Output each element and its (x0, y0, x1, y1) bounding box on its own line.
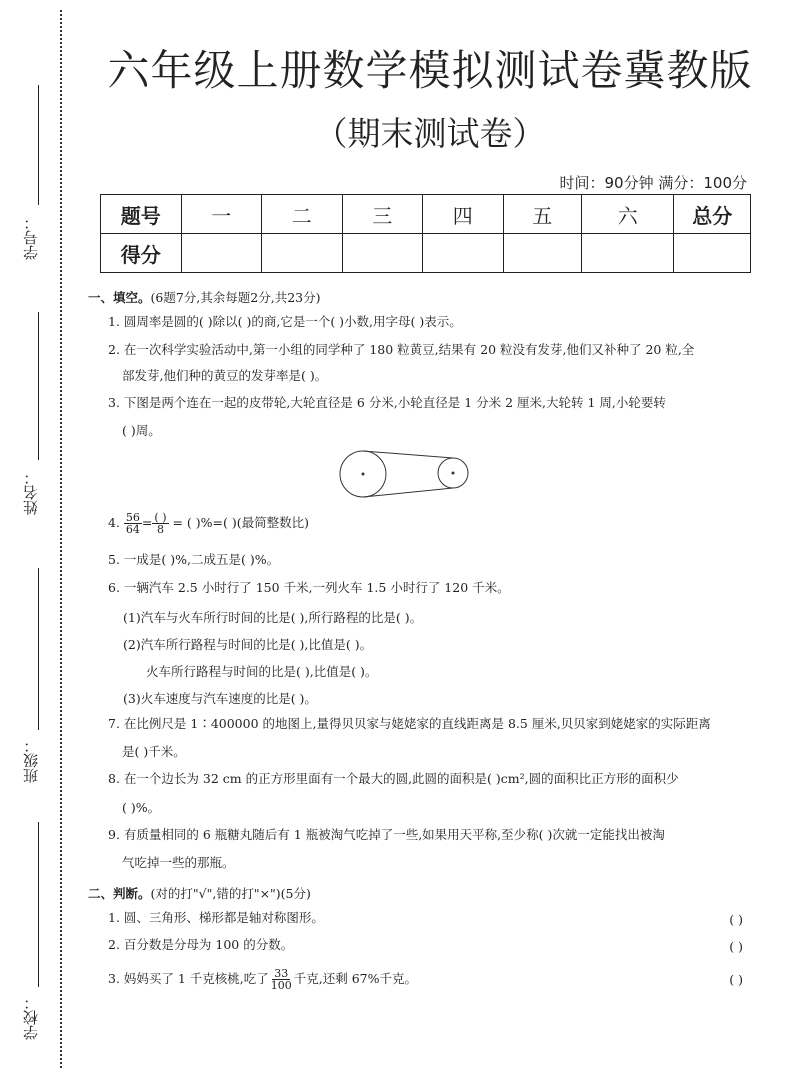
judgement-2: 2. 百分数是分母为 100 的分数。 (108, 937, 294, 952)
question-2-line-1: 2. 在一次科学实验活动中,第一小组的同学种了 180 粒黄豆,结果有 20 粒没有发芽,他们又补种了 20 粒,全 (108, 342, 695, 357)
section-1-title: 一、填空。 (88, 290, 151, 305)
question-9-line-2: 气吃掉一些的那瓶。 (122, 855, 235, 870)
question-8-line-2: ( )%。 (122, 800, 161, 815)
judgement-1-answer-blank[interactable]: ( ) (729, 912, 743, 927)
judgement-3 (108, 968, 417, 991)
question-7-line-1: 7. 在比例尺是 1∶400000 的地图上,量得贝贝家与姥姥家的直线距离是 8.5 厘米,贝贝家到姥姥家的实际距离 (108, 716, 711, 731)
score-cell[interactable] (181, 234, 262, 273)
section-1-heading (88, 288, 320, 306)
belt-top (363, 451, 453, 458)
score-table-header-cell: 一 (181, 195, 262, 234)
fraction-numerator: 56 (125, 511, 140, 524)
question-6: 6. 一辆汽车 2.5 小时行了 150 千米,一列火车 1.5 小时行了 120 千米。 (108, 580, 510, 595)
score-cell[interactable] (582, 234, 674, 273)
fraction-56-64 (124, 512, 142, 535)
question-4-rest: = ( )%=( )(最简整数比) (172, 515, 309, 530)
fraction-denominator: 8 (156, 523, 164, 536)
score-row-label: 得分 (101, 234, 182, 273)
page-subtitle: （期末测试卷） (314, 114, 546, 153)
score-table-header-cell: 二 (262, 195, 343, 234)
score-table-header-cell: 四 (423, 195, 504, 234)
question-3-line-1: 3. 下图是两个连在一起的皮带轮,大轮直径是 6 分米,小轮直径是 1 分米 2 厘米,大轮转 1 周,小轮要转 (108, 395, 666, 410)
judgement-1: 1. 圆、三角形、梯形都是轴对称图形。 (108, 910, 324, 925)
student-id-label: 学号： (22, 215, 40, 260)
binding-dashed-line (60, 10, 62, 1068)
small-pulley-center (452, 472, 455, 475)
page-title: 六年级上册数学模拟测试卷冀教版 (107, 46, 753, 95)
fraction-33-100 (269, 968, 294, 991)
section-2-title: 二、判断。 (88, 886, 151, 901)
judgement-3-answer-blank[interactable]: ( ) (729, 972, 743, 987)
score-cell[interactable] (503, 234, 582, 273)
question-6-part-3: (3)火车速度与汽车速度的比是( )。 (123, 691, 317, 706)
score-cell[interactable] (262, 234, 343, 273)
equals-sign: = (141, 515, 153, 530)
score-table-header-cell: 六 (582, 195, 674, 234)
score-table-header-cell: 五 (503, 195, 582, 234)
question-2-line-2: 部发芽,他们种的黄豆的发芽率是( )。 (122, 368, 328, 383)
score-cell[interactable] (674, 234, 751, 273)
question-7-line-2: 是( )千米。 (122, 744, 186, 759)
question-6-part-2: (2)汽车所行路程与时间的比是( ),比值是( )。 (123, 637, 373, 652)
fraction-numerator: 33 (274, 967, 289, 980)
score-table-header-cell: 题号 (101, 195, 182, 234)
fraction-blank-8 (152, 512, 168, 535)
score-cell[interactable] (423, 234, 504, 273)
fraction-numerator: ( ) (154, 511, 167, 524)
question-3-line-2: ( )周。 (122, 423, 161, 438)
school-underline[interactable] (38, 822, 39, 987)
name-label: 姓名： (22, 470, 40, 515)
section-1-note: (6题7分,其余每题2分,共23分) (150, 290, 321, 305)
name-underline[interactable] (38, 312, 39, 460)
score-table-header-cell: 总分 (674, 195, 751, 234)
school-label: 学校： (22, 995, 40, 1040)
section-2-heading (88, 884, 311, 902)
section-2-note: (对的打"√",错的打"×")(5分) (150, 886, 311, 901)
question-9-line-1: 9. 有质量相同的 6 瓶糖丸随后有 1 瓶被淘气吃掉了一些,如果用天平称,至少称( )次就一定能找出被淘 (108, 827, 665, 842)
question-6-part-2b: 火车所行路程与时间的比是( ),比值是( )。 (146, 664, 378, 679)
fraction-denominator: 100 (270, 979, 292, 992)
class-label: 班级： (22, 738, 40, 783)
student-id-underline[interactable] (38, 85, 39, 205)
time-and-score-info: 时间：90分钟 满分：100分 (559, 174, 747, 192)
score-table-header-cell: 三 (342, 195, 423, 234)
score-table-header-row (101, 195, 751, 234)
question-5: 5. 一成是( )%,二成五是( )%。 (108, 552, 280, 567)
question-8-line-1: 8. 在一个边长为 32 cm 的正方形里面有一个最大的圆,此圆的面积是( )cm²,圆的面积比正方形的面积少 (108, 771, 679, 786)
large-pulley-center (362, 473, 365, 476)
score-table-score-row (101, 234, 751, 273)
score-table (100, 194, 751, 273)
judgement-3-suffix: 千克,还剩 67%千克。 (293, 971, 418, 986)
question-1: 1. 圆周率是圆的( )除以( )的商,它是一个( )小数,用字母( )表示。 (108, 314, 462, 329)
judgement-3-prefix: 3. 妈妈买了 1 千克核桃,吃了 (108, 971, 269, 986)
class-underline[interactable] (38, 568, 39, 730)
score-cell[interactable] (342, 234, 423, 273)
question-4-number: 4. (108, 515, 120, 530)
question-6-part-1: (1)汽车与火车所行时间的比是( ),所行路程的比是( )。 (123, 610, 423, 625)
belt-pulley-diagram (337, 448, 477, 504)
judgement-2-answer-blank[interactable]: ( ) (729, 939, 743, 954)
fraction-denominator: 64 (125, 523, 140, 536)
question-4 (108, 512, 309, 535)
